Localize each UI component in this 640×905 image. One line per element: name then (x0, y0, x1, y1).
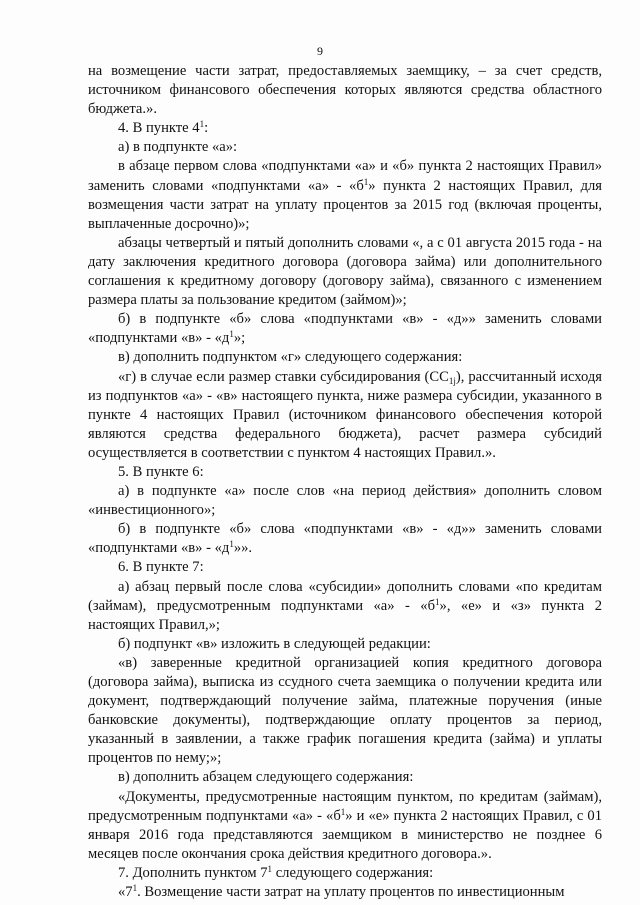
paragraph (88, 558, 602, 577)
superscript: 1 (267, 863, 273, 874)
paragraph (88, 654, 602, 769)
paragraph-text-continued: » и «е» пункта 2 настоящих Правил, с 01 января 2016 года представляются заемщиком в министерство не позднее 6 месяцев после окончания срока действия кредитного договора.». (88, 807, 602, 862)
paragraph (88, 578, 602, 635)
paragraph (88, 348, 602, 367)
paragraph (88, 788, 602, 864)
paragraph (88, 520, 602, 558)
paragraph-text: «7 (118, 884, 133, 901)
paragraph-text: на возмещение части затрат, предоставляемых заемщику, – за счет средств, источником финансового обеспечения которых являются средства областного бюджета.». (88, 63, 602, 118)
paragraph-text: 6. В пункте 7: (118, 559, 204, 576)
paragraph (88, 119, 602, 138)
paragraph (88, 368, 602, 463)
paragraph-text: б) в подпункте «б» слова «подпунктами «в» - «д»» заменить словами «подпунктами «в» - «д (88, 311, 602, 347)
paragraph-text: а) в подпункте «а» после слов «на период действия» дополнить словом «инвестиционного»; (88, 483, 602, 519)
paragraph-text-continued: . Возмещение части затрат на уплату процентов по инвестиционным (137, 884, 565, 901)
paragraph-text-continued: : (204, 120, 209, 137)
paragraph-text: в) дополнить абзацем следующего содержания: (118, 769, 414, 786)
paragraph-text: 7. Дополнить пунктом 7 (118, 864, 268, 881)
paragraph-text: «Документы, предусмотренные настоящим пунктом, по кредитам (займам), предусмотренным подпунктами «а» - «б (88, 788, 602, 824)
superscript: 1 (340, 806, 346, 817)
paragraph (88, 635, 602, 654)
paragraph-text-continued: следующего содержания: (272, 864, 434, 881)
paragraph-text: а) абзац первый после слова «субсидии» дополнить словами «по кредитам (займам), предусмотренным подпунктами «а» - «б (88, 578, 602, 614)
paragraph-text: 4. В пункте 4 (118, 120, 200, 137)
superscript: 1 (229, 329, 234, 340)
paragraph-text: в) дополнить подпунктом «г» следующего содержания: (118, 349, 463, 366)
paragraph-text-continued: » пункта 2 настоящих Правил, для возмещения части затрат на уплату процентов за 2015 год (включая проценты, выплаченные досрочно)»; (88, 177, 602, 232)
document-body (88, 62, 602, 902)
paragraph (88, 482, 602, 520)
paragraph (88, 234, 602, 310)
paragraph (88, 157, 602, 233)
paragraph-text-continued: ), рассчитанный исходя из подпунктов «а» - «в» настоящего пункта, ниже размера субсидии, указанного в пункте 4 настоящих Правил (источником финансового обеспечения которой являются средства федерального бюджета), расчет размера субсидий осуществляется в соответствии с пунктом 4 настоящих Правил.». (88, 368, 602, 461)
paragraph (88, 310, 602, 348)
superscript: 1 (132, 883, 138, 894)
paragraph-text-continued: »; (233, 330, 246, 347)
superscript: 1 (435, 596, 440, 607)
superscript: 1 (199, 119, 205, 130)
paragraph-text-continued: »». (233, 540, 253, 557)
page-number: 9 (317, 44, 323, 58)
paragraph (88, 864, 602, 883)
paragraph-text: б) в подпункте «б» слова «подпунктами «в» - «д»» заменить словами «подпунктами «в» - «д (88, 521, 602, 557)
paragraph (88, 138, 602, 157)
paragraph-text: абзацы четвертый и пятый дополнить словами «, а с 01 августа 2015 года - на дату заключения кредитного договора (договора займа) или дополнительного соглашения к кредитному договору (договору займа), связанного с изменением размера платы за пользование кредитом (займом)»; (88, 234, 602, 309)
superscript: 1 (229, 539, 234, 550)
superscript: 1 (363, 176, 369, 187)
paragraph-text: в абзаце первом слова «подпунктами «а» и «б» пункта 2 настоящих Правил» заменить словами «подпунктами «а» - «б (88, 158, 602, 194)
subscript: 1j (448, 375, 456, 386)
paragraph (88, 883, 602, 902)
paragraph (88, 768, 602, 787)
paragraph-text: «г) в случае если размер ставки субсидирования (СС (118, 368, 449, 385)
paragraph-text: б) подпункт «в» изложить в следующей редакции: (118, 635, 431, 652)
paragraph-text: 5. В пункте 6: (118, 463, 204, 480)
paragraph-text: «в) заверенные кредитной организацией копия кредитного договора (договора займа), выписка из ссудного счета заемщика о получении кредита или документ, подтверждающий получение займа, платежные поручения (иные банковские документы), подтверждающие оплату процентов за период, указанный в заявлении, а также график погашения кредита (займа) и уплаты процентов по нему;»; (88, 654, 602, 767)
paragraph (88, 62, 602, 119)
paragraph (88, 463, 602, 482)
paragraph-text: а) в подпункте «а»: (118, 139, 238, 156)
paragraph-text-continued: », «е» и «з» пункта 2 настоящих Правил,»; (88, 597, 603, 633)
